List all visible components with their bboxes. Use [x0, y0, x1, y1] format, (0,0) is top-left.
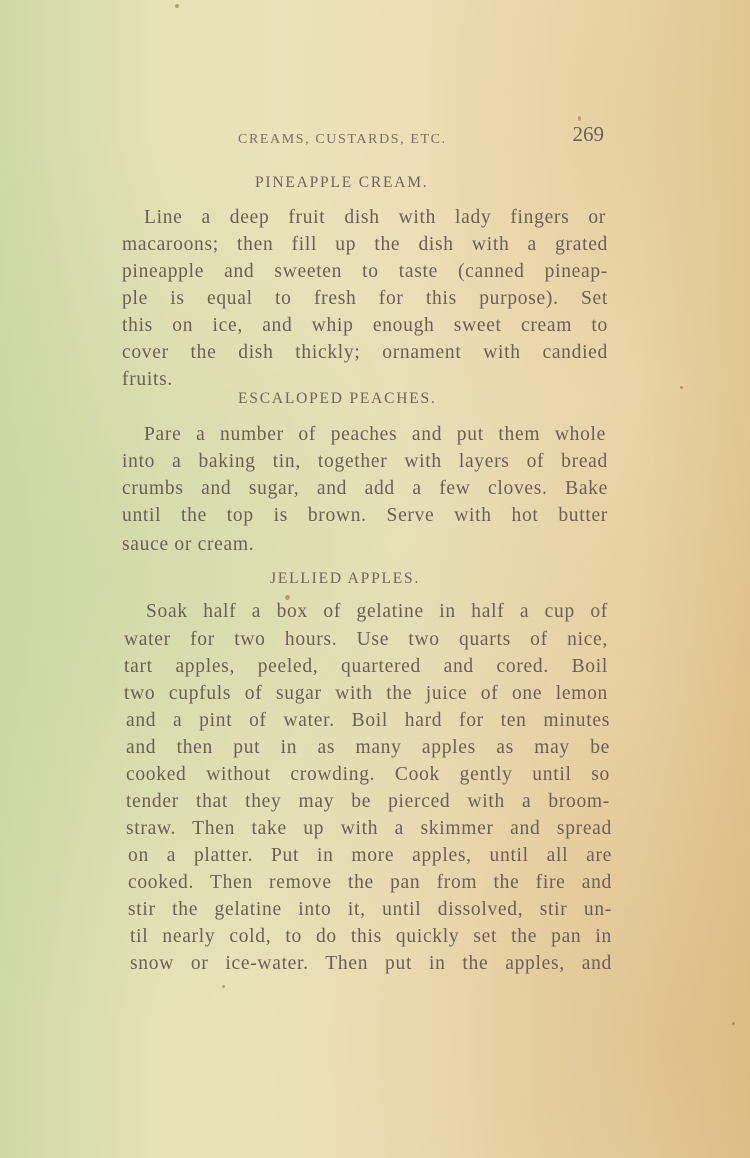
recipe-line: cooked without crowding. Cook gently until so: [126, 764, 610, 785]
recipe-line: snow or ice-water. Then put in the apples, and: [130, 953, 612, 974]
recipe-line: this on ice, and whip enough sweet cream to: [122, 315, 608, 336]
recipe-line: crumbs and sugar, and add a few cloves. Bake: [122, 478, 608, 499]
recipe-line: macaroons; then fill up the dish with a grated: [122, 234, 608, 255]
recipe-line: on a platter. Put in more apples, until all are: [128, 845, 612, 866]
recipe-line: and a pint of water. Boil hard for ten minutes: [126, 710, 610, 731]
recipe-line: til nearly cold, to do this quickly set the pan in: [130, 926, 612, 947]
paper-speck: [732, 1022, 735, 1025]
recipe-line: until the top is brown. Serve with hot butter: [122, 505, 608, 526]
recipe-line: cover the dish thickly; ornament with candied: [122, 342, 608, 363]
recipe-title-pineapple-cream: PINEAPPLE CREAM.: [255, 174, 429, 191]
recipe-line: into a baking tin, together with layers of bread: [122, 451, 608, 472]
page-number: 269: [572, 122, 604, 146]
recipe-line: straw. Then take up with a skimmer and spread: [126, 818, 612, 839]
recipe-line: two cupfuls of sugar with the juice of one lemon: [124, 683, 608, 704]
paper-speck: [222, 985, 225, 988]
recipe-title-escaloped-peaches: ESCALOPED PEACHES.: [238, 390, 437, 407]
recipe-line: cooked. Then remove the pan from the fire and: [128, 872, 612, 893]
recipe-line: fruits.: [122, 369, 173, 390]
recipe-title-jellied-apples: JELLIED APPLES.: [270, 570, 421, 587]
recipe-line: stir the gelatine into it, until dissolved, stir un-: [128, 899, 612, 920]
recipe-line: Soak half a box of gelatine in half a cup of: [146, 601, 608, 622]
paper-speck: [578, 116, 581, 121]
recipe-line: tender that they may be pierced with a broom-: [126, 791, 610, 812]
recipe-line: pineapple and sweeten to taste (canned pineap-: [122, 261, 608, 282]
page-header: [238, 122, 608, 154]
recipe-line: tart apples, peeled, quartered and cored. Boil: [124, 656, 608, 677]
recipe-line: Pare a number of peaches and put them whole: [144, 424, 606, 445]
recipe-line: Line a deep fruit dish with lady fingers or: [144, 207, 606, 228]
paper-speck: [175, 4, 179, 8]
recipe-line: ple is equal to fresh for this purpose). Set: [122, 288, 608, 309]
paper-speck: [680, 386, 683, 389]
paper-speck: [285, 595, 290, 600]
recipe-line: sauce or cream.: [122, 534, 255, 555]
recipe-line: water for two hours. Use two quarts of nice,: [124, 629, 608, 650]
running-head: CREAMS, CUSTARDS, ETC.: [238, 132, 447, 147]
recipe-line: and then put in as many apples as may be: [126, 737, 610, 758]
